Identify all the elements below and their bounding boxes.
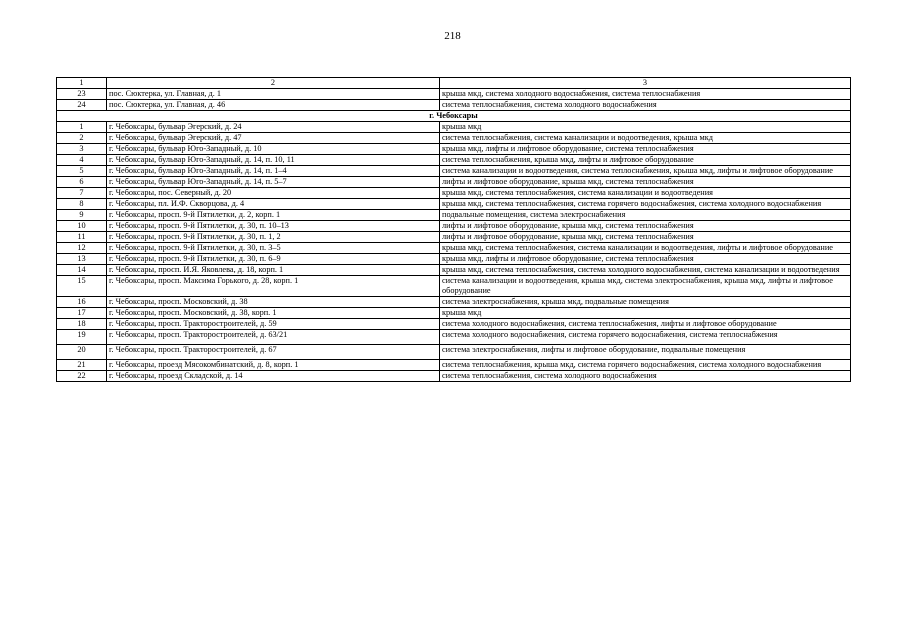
row-number: 9 [57, 210, 107, 221]
row-number: 16 [57, 297, 107, 308]
table-row [57, 100, 851, 111]
row-number: 13 [57, 254, 107, 265]
row-address: г. Чебоксары, просп. 9-й Пятилетки, д. 30, п. 10–13 [107, 221, 440, 232]
table-row [57, 133, 851, 144]
row-works: крыша мкд [440, 122, 851, 133]
table-row [57, 308, 851, 319]
table-row [57, 297, 851, 308]
table-row [57, 199, 851, 210]
row-number: 19 [57, 330, 107, 345]
table-row [57, 243, 851, 254]
row-number: 21 [57, 360, 107, 371]
table-row [57, 155, 851, 166]
row-number: 15 [57, 276, 107, 297]
row-address: г. Чебоксары, просп. И.Я. Яковлева, д. 18, корп. 1 [107, 265, 440, 276]
row-address: г. Чебоксары, просп. Московский, д. 38, корп. 1 [107, 308, 440, 319]
row-address: пос. Сюктерка, ул. Главная, д. 46 [107, 100, 440, 111]
table-row [57, 254, 851, 265]
row-works: система теплоснабжения, система холодного водоснабжения [440, 371, 851, 382]
table-row [57, 122, 851, 133]
row-works: система электроснабжения, лифты и лифтовое оборудование, подвальные помещения [440, 345, 851, 360]
row-address: г. Чебоксары, бульвар Эгерский, д. 47 [107, 133, 440, 144]
table-row [57, 177, 851, 188]
row-address: г. Чебоксары, бульвар Эгерский, д. 24 [107, 122, 440, 133]
table-row [57, 265, 851, 276]
column-number-3: 3 [440, 78, 851, 89]
section-row [57, 111, 851, 122]
row-works: система канализации и водоотведения, крыша мкд, система электроснабжения, крыша мкд, лифты и лифтовое оборудование [440, 276, 851, 297]
row-number: 17 [57, 308, 107, 319]
table-row [57, 360, 851, 371]
row-works: лифты и лифтовое оборудование, крыша мкд, система теплоснабжения [440, 221, 851, 232]
table-row [57, 89, 851, 100]
row-address: г. Чебоксары, бульвар Юго-Западный, д. 14, п. 1–4 [107, 166, 440, 177]
row-number: 4 [57, 155, 107, 166]
row-address: г. Чебоксары, бульвар Юго-Западный, д. 14, п. 10, 11 [107, 155, 440, 166]
table-row [57, 221, 851, 232]
row-number: 22 [57, 371, 107, 382]
row-number: 12 [57, 243, 107, 254]
row-address: г. Чебоксары, бульвар Юго-Западный, д. 14, п. 5–7 [107, 177, 440, 188]
row-address: г. Чебоксары, просп. 9-й Пятилетки, д. 2, корп. 1 [107, 210, 440, 221]
row-address: г. Чебоксары, просп. Максима Горького, д. 28, корп. 1 [107, 276, 440, 297]
row-works: лифты и лифтовое оборудование, крыша мкд, система теплоснабжения [440, 232, 851, 243]
row-works: лифты и лифтовое оборудование, крыша мкд, система теплоснабжения [440, 177, 851, 188]
row-works: крыша мкд, лифты и лифтовое оборудование, система теплоснабжения [440, 254, 851, 265]
row-address: г. Чебоксары, просп. 9-й Пятилетки, д. 30, п. 3–5 [107, 243, 440, 254]
table-row [57, 166, 851, 177]
row-number: 1 [57, 122, 107, 133]
row-address: г. Чебоксары, просп. 9-й Пятилетки, д. 30, п. 6–9 [107, 254, 440, 265]
row-address: г. Чебоксары, пос. Северный, д. 20 [107, 188, 440, 199]
row-number: 6 [57, 177, 107, 188]
row-works: крыша мкд, система теплоснабжения, система канализации и водоотведения [440, 188, 851, 199]
row-number: 14 [57, 265, 107, 276]
row-works: система холодного водоснабжения, система горячего водоснабжения, система теплоснабжения [440, 330, 851, 345]
row-address: г. Чебоксары, просп. 9-й Пятилетки, д. 30, п. 1, 2 [107, 232, 440, 243]
row-works: подвальные помещения, система электроснабжения [440, 210, 851, 221]
row-number: 20 [57, 345, 107, 360]
row-works: система теплоснабжения, система канализации и водоотведения, крыша мкд [440, 133, 851, 144]
page-number: 218 [444, 30, 461, 42]
row-address: г. Чебоксары, просп. Тракторостроителей, д. 59 [107, 319, 440, 330]
row-address: г. Чебоксары, просп. Московский, д. 38 [107, 297, 440, 308]
row-number: 18 [57, 319, 107, 330]
row-address: г. Чебоксары, пл. И.Ф. Скворцова, д. 4 [107, 199, 440, 210]
row-number: 5 [57, 166, 107, 177]
table-row [57, 330, 851, 345]
section-title: г. Чебоксары [57, 111, 851, 122]
row-number: 23 [57, 89, 107, 100]
row-works: система холодного водоснабжения, система теплоснабжения, лифты и лифтовое оборудование [440, 319, 851, 330]
row-works: система теплоснабжения, крыша мкд, система горячего водоснабжения, система холодного водоснабжения [440, 360, 851, 371]
column-number-2: 2 [107, 78, 440, 89]
row-address: г. Чебоксары, проезд Мясокомбинатский, д. 8, корп. 1 [107, 360, 440, 371]
row-address: г. Чебоксары, проезд Складской, д. 14 [107, 371, 440, 382]
row-number: 3 [57, 144, 107, 155]
row-works: крыша мкд, система теплоснабжения, система горячего водоснабжения, система холодного водоснабжения [440, 199, 851, 210]
row-address: г. Чебоксары, просп. Тракторостроителей, д. 67 [107, 345, 440, 360]
table-row [57, 319, 851, 330]
row-address: г. Чебоксары, бульвар Юго-Западный, д. 10 [107, 144, 440, 155]
works-table-body [57, 78, 851, 382]
row-works: крыша мкд, система теплоснабжения, система канализации и водоотведения, лифты и лифтовое оборудование [440, 243, 851, 254]
row-address: г. Чебоксары, просп. Тракторостроителей, д. 63/21 [107, 330, 440, 345]
row-works: система канализации и водоотведения, система теплоснабжения, крыша мкд, лифты и лифтовое оборудование [440, 166, 851, 177]
row-number: 10 [57, 221, 107, 232]
table-row [57, 144, 851, 155]
table-row [57, 276, 851, 297]
row-works: крыша мкд, система теплоснабжения, система холодного водоснабжения, система канализации и водоотведения [440, 265, 851, 276]
row-works: система теплоснабжения, система холодного водоснабжения [440, 100, 851, 111]
row-works: крыша мкд, система холодного водоснабжения, система теплоснабжения [440, 89, 851, 100]
table-row [57, 210, 851, 221]
column-number-1: 1 [57, 78, 107, 89]
row-address: пос. Сюктерка, ул. Главная, д. 1 [107, 89, 440, 100]
row-works: система электроснабжения, крыша мкд, подвальные помещения [440, 297, 851, 308]
row-number: 8 [57, 199, 107, 210]
row-number: 24 [57, 100, 107, 111]
row-number: 7 [57, 188, 107, 199]
row-works: крыша мкд [440, 308, 851, 319]
column-number-row [57, 78, 851, 89]
table-row [57, 371, 851, 382]
table-row [57, 345, 851, 360]
row-works: система теплоснабжения, крыша мкд, лифты и лифтовое оборудование [440, 155, 851, 166]
row-number: 11 [57, 232, 107, 243]
row-number: 2 [57, 133, 107, 144]
table-row [57, 188, 851, 199]
works-table [56, 77, 851, 382]
table-row [57, 232, 851, 243]
row-works: крыша мкд, лифты и лифтовое оборудование, система теплоснабжения [440, 144, 851, 155]
